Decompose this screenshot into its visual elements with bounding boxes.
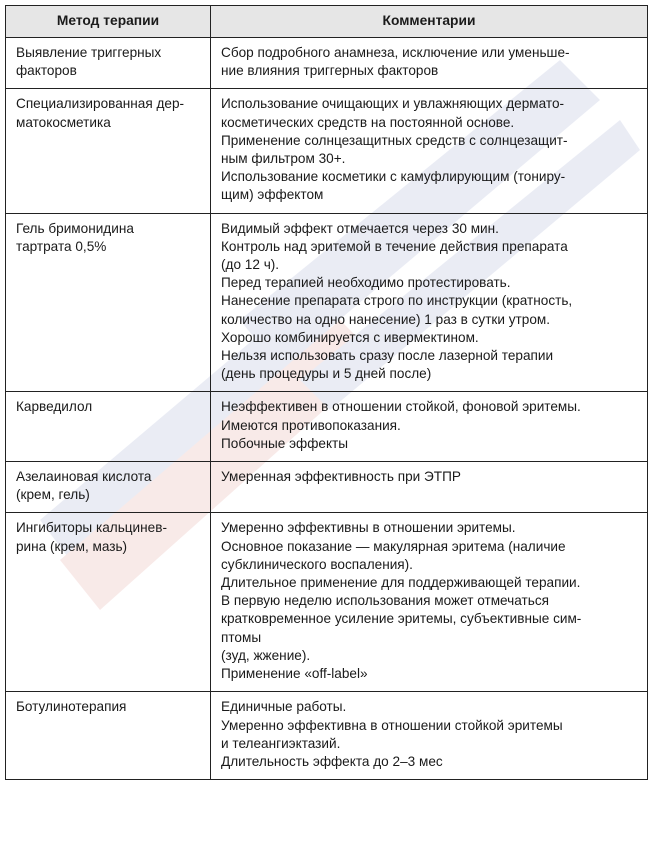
header-method: Метод терапии (6, 6, 211, 38)
comment-line: Основное показание — макулярная эритема (наличие (221, 538, 566, 554)
method-cell (6, 692, 211, 780)
comment-line: Неэффективен в отношении стойкой, фоновой эритемы. (221, 399, 581, 415)
comment-line: В первую неделю использования может отмечаться (221, 593, 549, 609)
table-row (6, 513, 648, 692)
method-line: Гель бримонидина (16, 220, 134, 236)
method-line: Карведилол (16, 399, 93, 415)
comment-line: Нанесение препарата строго по инструкции (кратность, (221, 293, 573, 309)
comment-line: щим) эффектом (221, 187, 324, 203)
method-line: матокосметика (16, 114, 111, 130)
table-row (6, 392, 648, 462)
method-line: (крем, гель) (16, 487, 90, 503)
comment-cell (211, 213, 648, 392)
method-line: Специализированная дер- (16, 96, 185, 112)
method-cell (6, 513, 211, 692)
method-line: Выявление триггерных (16, 45, 162, 60)
comment-line: Побочные эффекты (221, 435, 349, 451)
comment-line: ние влияния триггерных факторов (221, 63, 439, 79)
method-cell (6, 89, 211, 213)
method-cell (6, 213, 211, 392)
comment-line: Контроль над эритемой в течение действия препарата (221, 238, 568, 254)
table-row (6, 692, 648, 780)
comment-line: косметических средств на постоянной основе. (221, 114, 515, 130)
method-cell (6, 38, 211, 89)
comment-line: субклинического воспаления). (221, 556, 413, 572)
method-line: Азелаиновая кислота (16, 469, 152, 485)
comment-line: (день процедуры и 5 дней после) (221, 366, 432, 382)
comment-line: ным фильтром 30+. (221, 151, 346, 167)
comment-line: Хорошо комбинируется с ивермектином. (221, 329, 479, 345)
comment-line: количество на одно нанесение) 1 раз в сутки утром. (221, 311, 551, 327)
comment-line: кратковременное усиление эритемы, субъективные сим- (221, 611, 582, 627)
comment-line: и телеангиэктазий. (221, 735, 341, 751)
method-line: факторов (16, 63, 77, 79)
comment-line: Нельзя использовать сразу после лазерной терапии (221, 348, 554, 364)
table-row (6, 89, 648, 213)
comment-line: Имеются противопоказания. (221, 417, 401, 433)
comment-cell (211, 692, 648, 780)
comment-line: Умеренно эффективна в отношении стойкой эритемы (221, 717, 563, 733)
comment-line: Применение солнцезащитных средств с солнцезащит- (221, 132, 568, 148)
comment-cell (211, 38, 648, 89)
table-header-row (6, 6, 648, 38)
comment-cell (211, 513, 648, 692)
comment-line: Длительное применение для поддерживающей терапии. (221, 575, 581, 591)
method-line: рина (крем, мазь) (16, 538, 128, 554)
comment-line: Перед терапией необходимо протестировать. (221, 275, 511, 291)
table-row (6, 38, 648, 89)
table-row (6, 213, 648, 392)
method-line: тартрата 0,5% (16, 238, 107, 254)
therapy-table (5, 5, 648, 780)
comment-line: птомы (221, 629, 262, 645)
comment-line: Сбор подробного анамнеза, исключение или уменьше- (221, 45, 570, 60)
method-line: Ингибиторы кальцинев- (16, 520, 167, 536)
comment-line: (до 12 ч). (221, 257, 280, 273)
comment-line: Умеренная эффективность при ЭТПР (221, 469, 461, 485)
comment-line: Использование косметики с камуфлирующим (тониру- (221, 169, 566, 185)
comment-line: (зуд, жжение). (221, 647, 311, 663)
comment-cell (211, 392, 648, 462)
comment-line: Видимый эффект отмечается через 30 мин. (221, 220, 499, 236)
method-line: Ботулинотерапия (16, 699, 127, 715)
method-cell (6, 392, 211, 462)
header-comments: Комментарии (211, 6, 648, 38)
method-cell (6, 462, 211, 513)
comment-line: Длительность эффекта до 2–3 мес (221, 753, 443, 769)
comment-cell (211, 462, 648, 513)
comment-line: Единичные работы. (221, 699, 347, 715)
comment-cell (211, 89, 648, 213)
comment-line: Умеренно эффективны в отношении эритемы. (221, 520, 516, 536)
comment-line: Использование очищающих и увлажняющих дермато- (221, 96, 565, 112)
table-row (6, 462, 648, 513)
comment-line: Применение «off-label» (221, 666, 368, 682)
